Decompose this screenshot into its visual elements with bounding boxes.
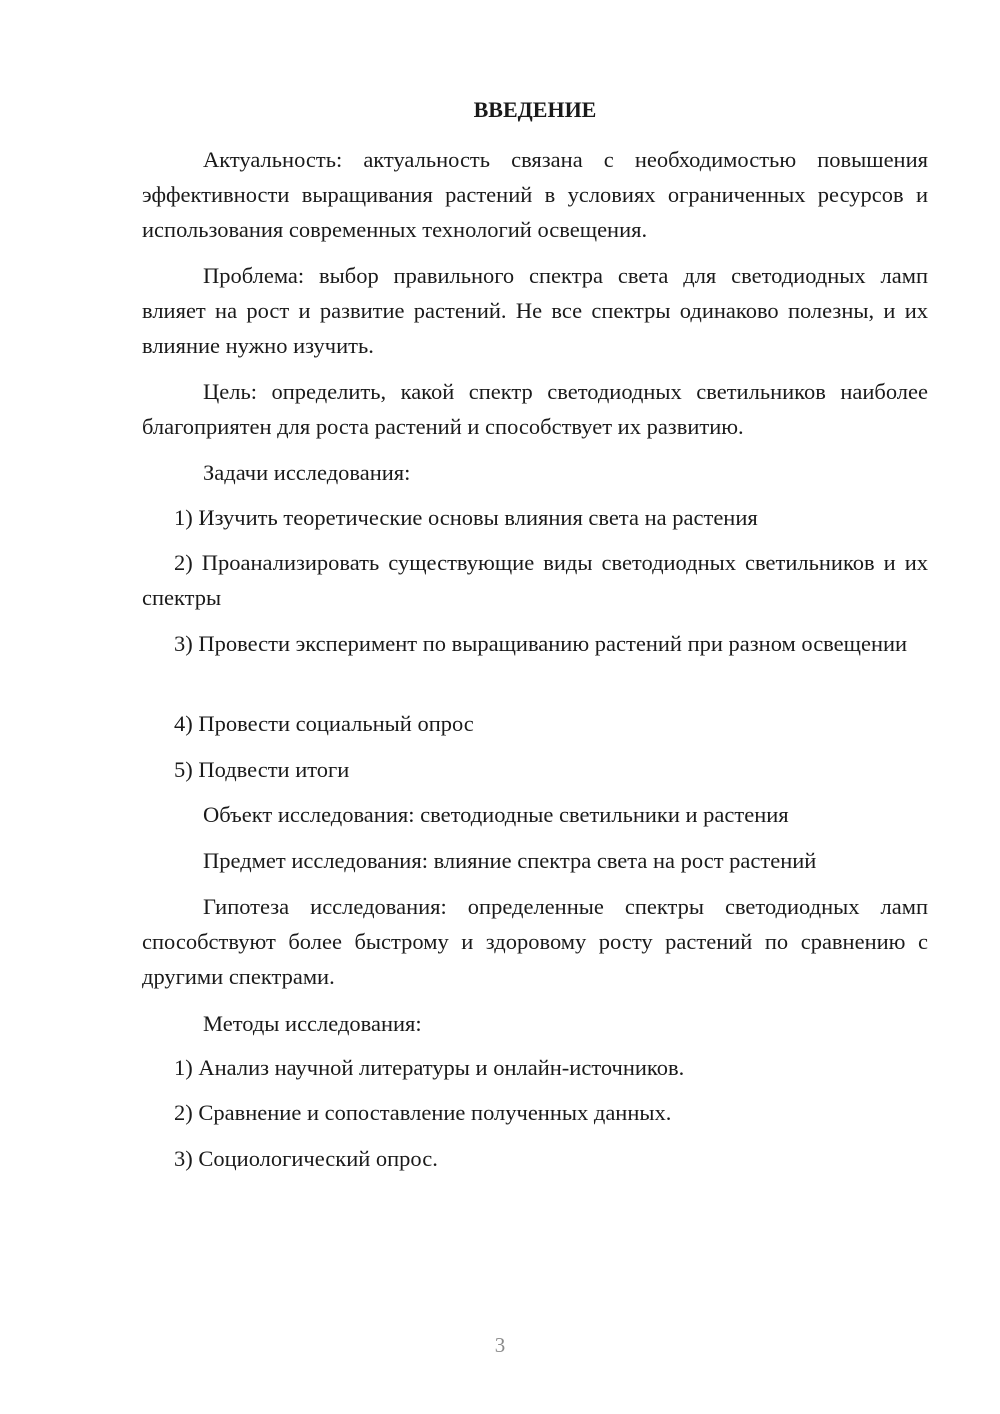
task-item-4: 4) Провести социальный опрос — [174, 711, 474, 736]
paragraph-hypothesis: Гипотеза исследования: определенные спектры светодиодных ламп способствуют более быстрому и здоровому росту растений по сравнению с другими спектрами. — [142, 894, 928, 989]
paragraph-problem: Проблема: выбор правильного спектра света для светодиодных ламп влияет на рост и развитие растений. Не все спектры одинаково полезны, и их влияние нужно изучить. — [142, 263, 928, 358]
method-item-3: 3) Социологический опрос. — [174, 1146, 438, 1171]
paragraph-relevance: Актуальность: актуальность связана с необходимостью повышения эффективности выращивания растений в условиях ограниченных ресурсов и использования современных технологий освещения. — [142, 147, 928, 242]
task-item-5: 5) Подвести итоги — [174, 757, 350, 782]
tasks-heading: Задачи исследования: — [203, 460, 411, 485]
page-title: ВВЕДЕНИЕ — [473, 97, 597, 122]
paragraph-subject: Предмет исследования: влияние спектра света на рост растений — [203, 848, 817, 873]
methods-heading: Методы исследования: — [203, 1011, 422, 1036]
method-item-2: 2) Сравнение и сопоставление полученных данных. — [174, 1100, 672, 1125]
page-number: 3 — [494, 1333, 506, 1357]
task-item-3: 3) Провести эксперимент по выращиванию растений при разном освещении — [174, 631, 908, 656]
task-item-1: 1) Изучить теоретические основы влияния света на растения — [174, 505, 758, 530]
paragraph-object: Объект исследования: светодиодные светильники и растения — [203, 802, 789, 827]
task-item-2: 2) Проанализировать существующие виды светодиодных светильников и их спектры — [142, 550, 928, 610]
method-item-1: 1) Анализ научной литературы и онлайн-источников. — [174, 1055, 685, 1080]
paragraph-goal: Цель: определить, какой спектр светодиодных светильников наиболее благоприятен для роста растений и способствует их развитию. — [142, 379, 928, 439]
